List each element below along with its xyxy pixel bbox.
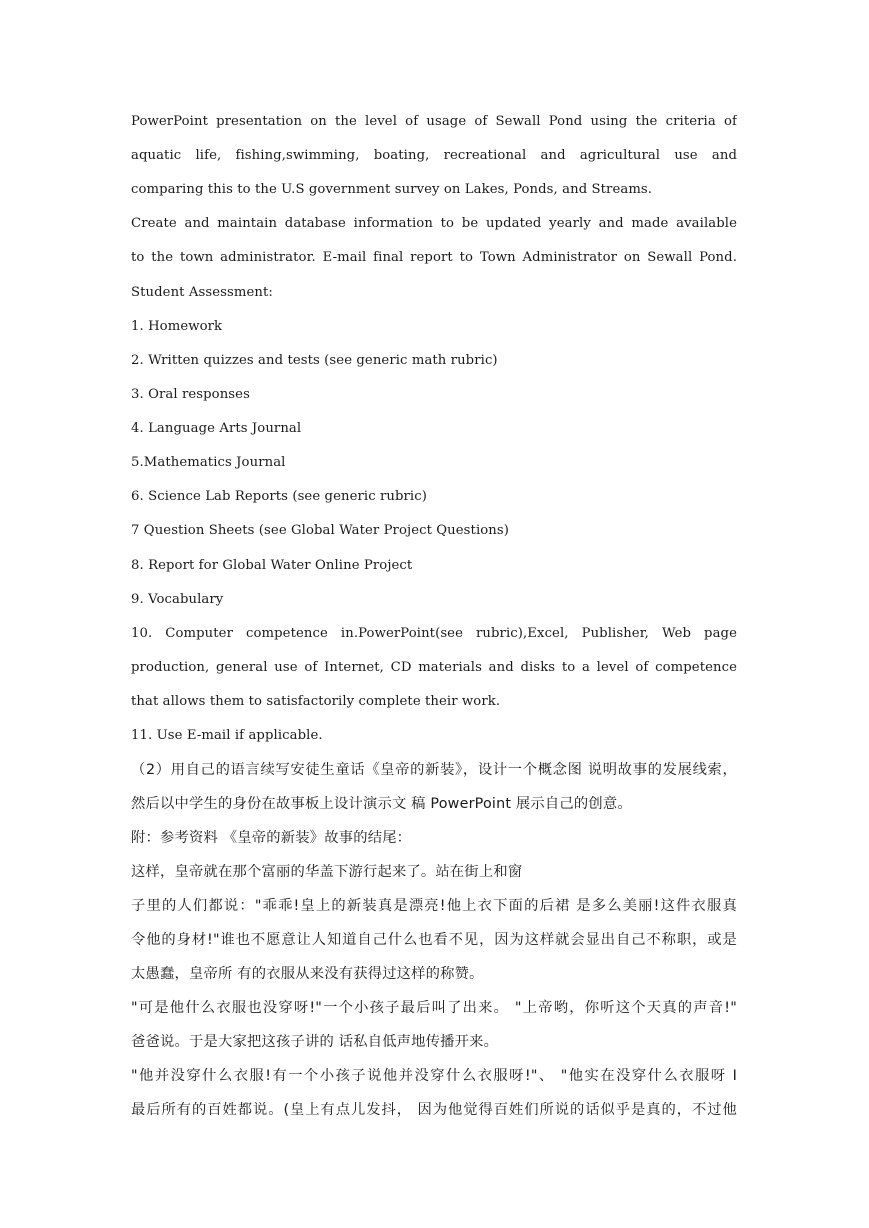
text-line: 太愚蠢，皇帝所 有的衣服从来没有获得过这样的称赞。: [131, 966, 484, 982]
text-line: 这样，皇帝就在那个富丽的华盖下游行起来了。站在街上和窗: [131, 864, 523, 880]
text-line: that allows them to satisfactorily complete their work.: [131, 694, 501, 709]
list-item: 7 Question Sheets (see Global Water Project Questions): [131, 523, 510, 538]
list-item: 5.Mathematics Journal: [131, 455, 286, 470]
list-item: 6. Science Lab Reports (see generic rubric): [131, 489, 427, 504]
section-heading: Student Assessment:: [131, 285, 273, 300]
text-line: "他并没穿什么衣服!有一个小孩子说他并没穿什么衣服呀!"、 "他实在没穿什么衣服呀 I: [131, 1068, 737, 1084]
list-item: 2. Written quizzes and tests (see generic math rubric): [131, 353, 498, 368]
list-item: 11. Use E-mail if applicable.: [131, 728, 323, 743]
text-line: （2）用自己的语言续写安徒生童话《皇帝的新装》，设计一个概念图 说明故事的发展线索，: [131, 762, 737, 778]
text-line: 然后以中学生的身份在故事板上设计演示文 稿 PowerPoint 展示自己的创意。: [131, 796, 632, 812]
list-item: 1. Homework: [131, 319, 223, 334]
list-item: 8. Report for Global Water Online Project: [131, 558, 413, 573]
list-item: 9. Vocabulary: [131, 592, 224, 607]
text-line: 最后所有的百姓都说。(皇上有点儿发抖， 因为他觉得百姓们所说的话似乎是真的，不过他: [131, 1102, 737, 1118]
text-line: 令他的身材!"谁也不愿意让人知道自己什么也看不见，因为这样就会显出自己不称职，或是: [131, 932, 737, 948]
text-line: 爸爸说。于是大家把这孩子讲的 话私自低声地传播开来。: [131, 1034, 499, 1050]
text-line: aquatic life, fishing,swimming, boating, recreational and agricultural use and: [131, 148, 737, 163]
list-item: 3. Oral responses: [131, 387, 250, 402]
text-line: PowerPoint presentation on the level of usage of Sewall Pond using the criteria of: [131, 114, 737, 129]
text-line: Create and maintain database information to be updated yearly and made available: [131, 216, 737, 231]
text-line: 附：参考资料 《皇帝的新装》故事的结尾：: [131, 830, 412, 846]
text-line: "可是他什么衣服也没穿呀!"一个小孩子最后叫了出来。 "上帝哟，你听这个天真的声音!": [131, 1000, 737, 1016]
text-line: 子里的人们都说："乖乖!皇上的新装真是漂亮!他上衣下面的后裙 是多么美丽!这件衣服真: [131, 898, 737, 914]
list-item: 4. Language Arts Journal: [131, 421, 302, 436]
text-line: comparing this to the U.S government survey on Lakes, Ponds, and Streams.: [131, 182, 653, 197]
text-line: to the town administrator. E-mail final report to Town Administrator on Sewall Pond.: [131, 250, 737, 265]
list-item: 10. Computer competence in.PowerPoint(see rubric),Excel, Publisher, Web page: [131, 626, 737, 641]
text-line: production, general use of Internet, CD materials and disks to a level of competence: [131, 660, 737, 675]
